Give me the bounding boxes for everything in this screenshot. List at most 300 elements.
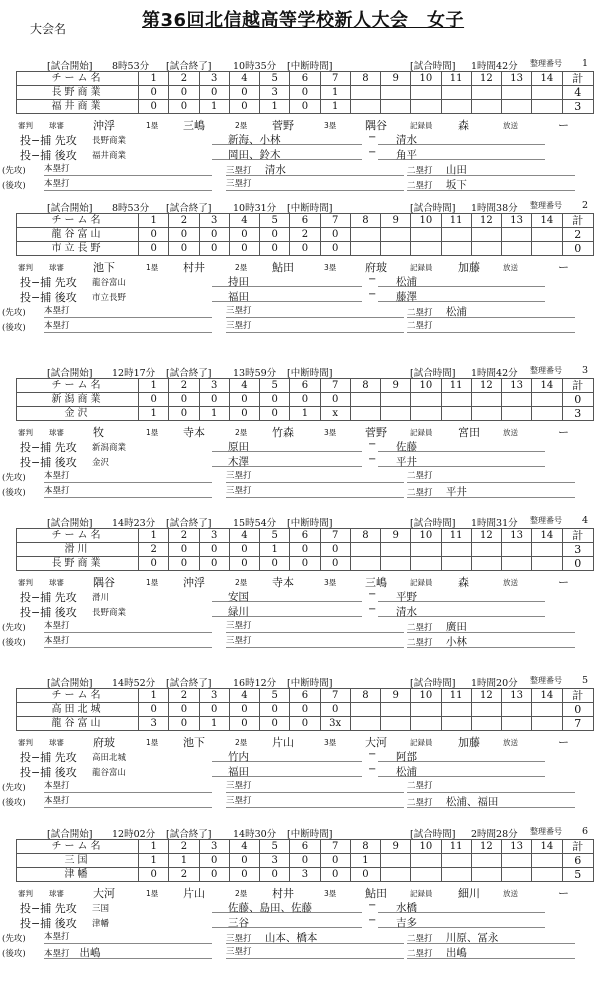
broadcast: ー — [558, 576, 569, 589]
hits-bottom-row — [0, 794, 600, 808]
ref-no: 1 — [582, 58, 589, 69]
tournament-label: 大会名 — [30, 22, 67, 36]
inning-score: 0 — [169, 228, 199, 242]
home-run-label: 本塁打 — [44, 932, 70, 942]
umpire-label: 審判 — [18, 428, 33, 437]
triple-top — [226, 779, 404, 793]
total-score: 0 — [562, 557, 593, 571]
scoreboard-header-row — [17, 72, 594, 86]
inning-header: 1 — [139, 529, 169, 543]
inning-score: 1 — [169, 854, 199, 868]
battery-top-row — [0, 900, 600, 914]
inning-score — [381, 100, 411, 114]
hits-bottom-row — [0, 634, 600, 648]
umpire-label: 審判 — [18, 121, 33, 130]
game-meta — [0, 58, 600, 70]
inning-score: 0 — [199, 868, 229, 882]
battery-top-pitchers: 持田 — [212, 274, 362, 287]
team-row-bottom — [17, 868, 594, 882]
battery-top-row — [0, 274, 600, 288]
double-top — [407, 779, 575, 793]
inning-header: 11 — [441, 529, 471, 543]
triple-label: 三塁打 — [226, 781, 252, 791]
triple-label: 三塁打 — [226, 306, 252, 316]
inning-header: 11 — [441, 689, 471, 703]
dash: − — [368, 147, 377, 158]
inning-score: 0 — [199, 854, 229, 868]
inning-score: 2 — [139, 543, 169, 557]
inning-header: 1 — [139, 214, 169, 228]
broadcast: ー — [558, 426, 569, 439]
inning-header: 14 — [532, 214, 562, 228]
inning-header: 14 — [532, 840, 562, 854]
inning-header: 5 — [260, 379, 290, 393]
inning-score: 0 — [260, 407, 290, 421]
end-time: 10時35分 — [233, 61, 277, 72]
broadcast-label: 放送 — [503, 428, 518, 437]
inning-header: 7 — [320, 840, 350, 854]
second-base-label: 2塁 — [235, 889, 248, 898]
umpires-row — [0, 734, 600, 747]
battery-bottom-label: 投−捕 後攻 — [20, 456, 77, 469]
inning-header: 5 — [260, 689, 290, 703]
inning-score — [471, 242, 501, 256]
inning-score — [471, 100, 501, 114]
inning-score: 0 — [320, 228, 350, 242]
inning-score — [411, 228, 441, 242]
battery-bottom-label: 投−捕 後攻 — [20, 149, 77, 162]
inning-score: 0 — [139, 228, 169, 242]
inning-score: 0 — [320, 703, 350, 717]
inning-score — [532, 543, 562, 557]
double-label: 二塁打 — [407, 638, 433, 648]
recorder: 宮田 — [458, 426, 480, 439]
inning-score: 0 — [169, 100, 199, 114]
team-name-header: チーム名 — [17, 72, 139, 86]
team-name: 高田北城 — [17, 703, 139, 717]
total-score: 3 — [562, 100, 593, 114]
double-bottom-value: 平井 — [445, 486, 467, 498]
total-header: 計 — [562, 214, 593, 228]
first-base-umpire: 沖浮 — [183, 576, 205, 589]
inning-score — [381, 717, 411, 731]
dash: − — [368, 454, 377, 465]
inning-score: 0 — [199, 228, 229, 242]
battery-bottom-catcher: 松浦 — [378, 764, 545, 777]
inning-score: 3 — [260, 86, 290, 100]
inning-header: 10 — [411, 689, 441, 703]
total-score: 7 — [562, 717, 593, 731]
ref-no: 3 — [582, 365, 589, 376]
second-base-label: 2塁 — [235, 263, 248, 272]
inning-score: 0 — [229, 100, 259, 114]
home-run-bottom — [44, 634, 212, 648]
inning-score: 0 — [229, 854, 259, 868]
scoreboard — [16, 528, 594, 571]
double-label: 二塁打 — [407, 488, 433, 498]
team-row-top — [17, 393, 594, 407]
triple-bottom — [226, 484, 404, 498]
battery-top-pitchers: 安国 — [212, 589, 362, 602]
recorder-label: 記録員 — [410, 263, 433, 272]
team-row-bottom — [17, 407, 594, 421]
battery-bottom-team: 龍谷富山 — [92, 768, 127, 778]
inning-score — [502, 557, 532, 571]
home-run-top — [44, 469, 212, 483]
second-base-label: 2塁 — [235, 121, 248, 130]
inning-score — [350, 86, 380, 100]
inning-score: 0 — [169, 717, 199, 731]
battery-bottom-row — [0, 289, 600, 303]
inning-score — [532, 242, 562, 256]
team-row-bottom — [17, 242, 594, 256]
inning-score — [471, 557, 501, 571]
inning-header: 10 — [411, 529, 441, 543]
inning-score — [471, 868, 501, 882]
dash: − — [368, 132, 377, 143]
inning-score: 1 — [139, 854, 169, 868]
home-run-label: 本塁打 — [44, 321, 70, 331]
second-base-umpire: 鮎田 — [272, 261, 294, 274]
inning-header: 4 — [229, 214, 259, 228]
inning-score — [411, 717, 441, 731]
inning-header: 11 — [441, 72, 471, 86]
inning-score — [532, 407, 562, 421]
double-bottom — [407, 484, 575, 498]
home-run-bottom — [44, 319, 212, 333]
plate-umpire: 府玻 — [93, 736, 115, 749]
end-time: 15時54分 — [233, 518, 277, 529]
inning-header: 9 — [381, 72, 411, 86]
inning-score: 0 — [169, 86, 199, 100]
inning-score: 0 — [229, 703, 259, 717]
double-top-value: 川原、冨永 — [445, 932, 499, 944]
game-block — [0, 515, 600, 675]
third-base-umpire: 府玻 — [365, 261, 387, 274]
start-label: [試合開始] — [47, 203, 93, 214]
second-base-umpire: 竹森 — [272, 426, 294, 439]
team-name: 滑川 — [17, 543, 139, 557]
inning-header: 13 — [502, 214, 532, 228]
inning-score — [532, 393, 562, 407]
team-row-top — [17, 86, 594, 100]
broadcast: ー — [558, 261, 569, 274]
inning-score: 3 — [290, 868, 320, 882]
start-time: 8時53分 — [112, 61, 150, 72]
inning-score — [381, 543, 411, 557]
inning-score — [532, 228, 562, 242]
inning-score: 0 — [320, 868, 350, 882]
inning-score: 0 — [260, 228, 290, 242]
team-name-header: チーム名 — [17, 529, 139, 543]
inning-header: 6 — [290, 840, 320, 854]
double-label: 二塁打 — [407, 181, 433, 191]
inning-score: 0 — [320, 242, 350, 256]
battery-bottom-label: 投−捕 後攻 — [20, 766, 77, 779]
bottom-side-label: (後攻) — [2, 323, 26, 333]
battery-bottom-catcher: 吉多 — [378, 915, 545, 928]
inning-score: 0 — [350, 868, 380, 882]
team-row-bottom — [17, 100, 594, 114]
plate-umpire-label: 球審 — [49, 121, 64, 130]
battery-top-label: 投−捕 先攻 — [20, 902, 77, 915]
home-run-label: 本塁打 — [44, 621, 70, 631]
third-base-label: 3塁 — [324, 578, 337, 587]
home-run-label: 本塁打 — [44, 486, 70, 496]
double-top-value: 廣田 — [445, 621, 467, 633]
triple-label: 三塁打 — [226, 486, 252, 496]
inning-score — [411, 854, 441, 868]
battery-top-team: 龍谷富山 — [92, 278, 127, 288]
dash: − — [368, 604, 377, 615]
duration-label: [試合時間] — [410, 678, 456, 689]
inning-score: 1 — [199, 407, 229, 421]
inning-score — [471, 717, 501, 731]
battery-top-label: 投−捕 先攻 — [20, 441, 77, 454]
battery-top-row — [0, 439, 600, 453]
team-name: 三国 — [17, 854, 139, 868]
inning-score — [502, 100, 532, 114]
first-base-label: 1塁 — [146, 263, 159, 272]
inning-score — [411, 703, 441, 717]
double-top — [407, 469, 575, 483]
first-base-label: 1塁 — [146, 121, 159, 130]
battery-top-row — [0, 132, 600, 146]
double-bottom — [407, 794, 575, 808]
inning-score: 0 — [199, 393, 229, 407]
inning-header: 13 — [502, 689, 532, 703]
team-name: 新潟商業 — [17, 393, 139, 407]
inning-score: 0 — [169, 393, 199, 407]
inning-score: 3x — [320, 717, 350, 731]
broadcast: ー — [558, 119, 569, 132]
total-score: 0 — [562, 242, 593, 256]
inning-header: 8 — [350, 689, 380, 703]
umpires-row — [0, 424, 600, 437]
double-bottom-value: 松浦、福田 — [445, 796, 499, 808]
inning-score: 0 — [169, 407, 199, 421]
inning-header: 2 — [169, 214, 199, 228]
inning-score — [441, 703, 471, 717]
battery-top-pitchers: 佐藤、島田、佐藤 — [212, 900, 362, 913]
dash: − — [368, 915, 377, 926]
hits-top-row — [0, 619, 600, 633]
inning-score — [471, 228, 501, 242]
game-meta — [0, 675, 600, 687]
battery-bottom-catcher: 平井 — [378, 454, 545, 467]
recorder-label: 記録員 — [410, 889, 433, 898]
double-top-value: 松浦 — [445, 306, 467, 318]
inning-header: 6 — [290, 214, 320, 228]
inning-header: 2 — [169, 72, 199, 86]
inning-score — [532, 854, 562, 868]
inning-header: 6 — [290, 379, 320, 393]
triple-label: 三塁打 — [226, 934, 252, 944]
ref-no: 4 — [582, 515, 589, 526]
umpires-row — [0, 885, 600, 898]
inning-score — [471, 407, 501, 421]
recorder-label: 記録員 — [410, 121, 433, 130]
inning-header: 8 — [350, 529, 380, 543]
team-row-top — [17, 543, 594, 557]
home-run-label: 本塁打 — [44, 179, 70, 189]
inning-header: 8 — [350, 72, 380, 86]
ref-no-label: 整理番号 — [530, 676, 562, 685]
duration-time: 1時間20分 — [471, 678, 518, 689]
end-label: [試合終了] — [166, 203, 212, 214]
inning-header: 2 — [169, 689, 199, 703]
home-run-label: 本塁打 — [44, 164, 70, 174]
inning-score: 0 — [139, 86, 169, 100]
inning-score — [350, 407, 380, 421]
suspend-label: [中断時間] — [287, 829, 333, 840]
battery-top-team: 滑川 — [92, 593, 110, 603]
triple-top-value: 山本、橋本 — [264, 932, 318, 944]
battery-top-pitchers: 竹内 — [212, 749, 362, 762]
duration-label: [試合時間] — [410, 203, 456, 214]
dash: − — [368, 289, 377, 300]
suspend-label: [中断時間] — [287, 203, 333, 214]
end-time: 10時31分 — [233, 203, 277, 214]
double-label: 二塁打 — [407, 949, 433, 959]
second-base-umpire: 村井 — [272, 887, 294, 900]
inning-header: 5 — [260, 840, 290, 854]
battery-bottom-pitchers: 木澤 — [212, 454, 362, 467]
double-label: 二塁打 — [407, 166, 433, 176]
total-score: 0 — [562, 703, 593, 717]
inning-header: 2 — [169, 529, 199, 543]
inning-score: 0 — [199, 86, 229, 100]
game-meta — [0, 200, 600, 212]
inning-score: 1 — [320, 86, 350, 100]
inning-score: 0 — [169, 242, 199, 256]
inning-header: 4 — [229, 529, 259, 543]
start-time: 12時17分 — [112, 368, 156, 379]
game-block — [0, 200, 600, 360]
inning-header: 7 — [320, 72, 350, 86]
battery-top-pitchers: 新海、小林 — [212, 132, 362, 145]
inning-header: 12 — [471, 689, 501, 703]
inning-score — [441, 717, 471, 731]
hits-top-row — [0, 930, 600, 944]
dash: − — [368, 439, 377, 450]
scoreboard-header-row — [17, 529, 594, 543]
inning-header: 4 — [229, 689, 259, 703]
inning-score: 1 — [290, 407, 320, 421]
triple-top — [226, 930, 404, 944]
top-side-label: (先攻) — [2, 783, 26, 793]
battery-bottom-catcher: 清水 — [378, 604, 545, 617]
start-label: [試合開始] — [47, 518, 93, 529]
recorder: 加藤 — [458, 261, 480, 274]
total-header: 計 — [562, 72, 593, 86]
inning-score: 0 — [229, 557, 259, 571]
total-header: 計 — [562, 840, 593, 854]
inning-score — [471, 393, 501, 407]
inning-header: 6 — [290, 529, 320, 543]
game-block — [0, 826, 600, 986]
triple-label: 三塁打 — [226, 166, 252, 176]
plate-umpire: 隅谷 — [93, 576, 115, 589]
inning-header: 9 — [381, 379, 411, 393]
inning-score: 0 — [139, 393, 169, 407]
double-top — [407, 304, 575, 318]
suspend-label: [中断時間] — [287, 368, 333, 379]
first-base-umpire: 寺本 — [183, 426, 205, 439]
battery-top-pitchers: 原田 — [212, 439, 362, 452]
battery-top-row — [0, 589, 600, 603]
end-time: 14時30分 — [233, 829, 277, 840]
inning-score — [350, 543, 380, 557]
ref-no-label: 整理番号 — [530, 366, 562, 375]
inning-header: 8 — [350, 379, 380, 393]
broadcast-label: 放送 — [503, 889, 518, 898]
duration-time: 1時間38分 — [471, 203, 518, 214]
inning-score: 0 — [139, 242, 169, 256]
inning-header: 1 — [139, 379, 169, 393]
umpires-row — [0, 259, 600, 272]
battery-top-catcher: 水橋 — [378, 900, 545, 913]
inning-score: 1 — [260, 543, 290, 557]
triple-bottom — [226, 634, 404, 648]
triple-top — [226, 469, 404, 483]
double-label: 二塁打 — [407, 321, 433, 331]
duration-time: 1時間42分 — [471, 368, 518, 379]
inning-score: 0 — [229, 242, 259, 256]
double-bottom-value: 坂下 — [445, 179, 467, 191]
inning-header: 7 — [320, 529, 350, 543]
triple-top — [226, 619, 404, 633]
inning-header: 2 — [169, 379, 199, 393]
battery-bottom-label: 投−捕 後攻 — [20, 291, 77, 304]
home-run-label: 本塁打 — [44, 781, 70, 791]
inning-score: 0 — [139, 703, 169, 717]
inning-score — [411, 86, 441, 100]
home-run-bottom — [44, 177, 212, 191]
triple-bottom — [226, 177, 404, 191]
inning-score: 0 — [320, 557, 350, 571]
inning-score — [381, 854, 411, 868]
double-label: 二塁打 — [407, 623, 433, 633]
team-name: 長野商業 — [17, 86, 139, 100]
battery-bottom-team: 長野商業 — [92, 608, 127, 618]
team-name-header: チーム名 — [17, 840, 139, 854]
third-base-umpire: 三嶋 — [365, 576, 387, 589]
triple-label: 三塁打 — [226, 179, 252, 189]
total-score: 3 — [562, 543, 593, 557]
plate-umpire: 池下 — [93, 261, 115, 274]
end-time: 16時12分 — [233, 678, 277, 689]
battery-top-label: 投−捕 先攻 — [20, 134, 77, 147]
double-bottom-value: 小林 — [445, 636, 467, 648]
first-base-label: 1塁 — [146, 738, 159, 747]
inning-header: 11 — [441, 214, 471, 228]
dash: − — [368, 764, 377, 775]
inning-score: 0 — [229, 868, 259, 882]
inning-header: 8 — [350, 840, 380, 854]
inning-score — [502, 228, 532, 242]
double-bottom — [407, 319, 575, 333]
team-name-header: チーム名 — [17, 689, 139, 703]
inning-score: 0 — [290, 393, 320, 407]
inning-score: 0 — [320, 543, 350, 557]
plate-umpire: 沖浮 — [93, 119, 115, 132]
inning-header: 9 — [381, 689, 411, 703]
inning-score: 1 — [350, 854, 380, 868]
duration-label: [試合時間] — [410, 61, 456, 72]
bottom-side-label: (後攻) — [2, 798, 26, 808]
team-row-top — [17, 854, 594, 868]
